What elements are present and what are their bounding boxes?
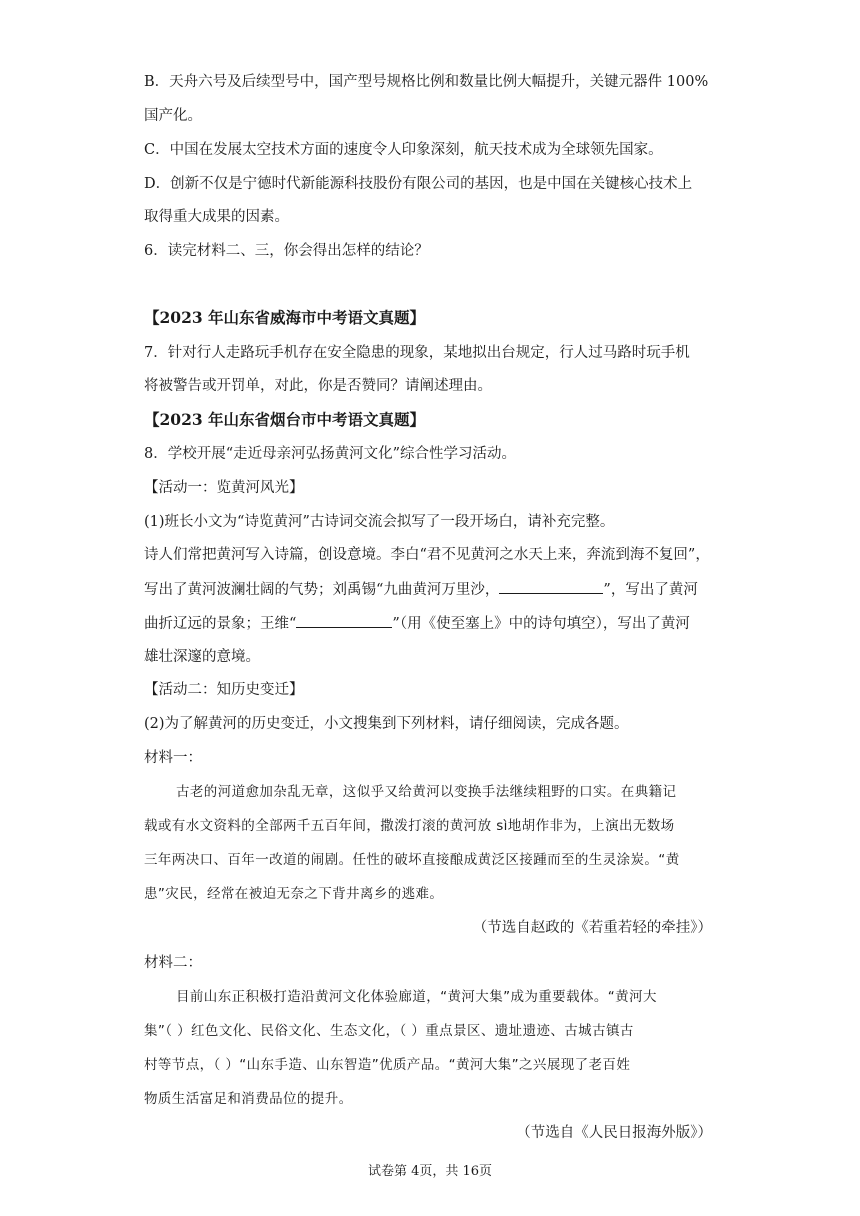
material-2-line: 物质生活富足和消费品位的提升。	[144, 1091, 353, 1107]
question-8: 8．学校开展“走近母亲河弘扬黄河文化”综合性学习活动。	[144, 446, 517, 462]
question-6: 6．读完材料二、三，你会得出怎样的结论？	[144, 243, 429, 259]
material-1-line: 古老的河道愈加杂乱无章，这似乎又给黄河以变换手法继续粗野的口实。在典籍记	[176, 784, 677, 800]
question-7-line1: 7．针对行人走路玩手机存在安全隐患的现象，某地拟出台规定，行人过马路时玩手机	[144, 345, 690, 361]
option-d-line1: D．创新不仅是宁德时代新能源科技股份有限公司的基因，也是中国在关键核心技术上	[144, 176, 693, 192]
material-1-line: 三年两决口、百年一改道的闹剧。任性的破坏直接酿成黄泛区接踵而至的生灵涂炭。“黄	[144, 852, 680, 868]
opening-line2: 写出了黄河波澜壮阔的气势；刘禹锡“九曲黄河万里沙， ”，写出了黄河	[144, 579, 698, 600]
material-1-line: 患”灾民，经常在被迫无奈之下背井离乡的逃难。	[144, 886, 444, 902]
material-2-source: （节选自《人民日报海外版》）	[516, 1125, 712, 1141]
material-2-line: 村等节点，（ ）“山东手造、山东智造”优质产品。“黄河大集”之兴展现了老百姓	[144, 1057, 631, 1073]
option-b-line1: B．天舟六号及后续型号中，国产型号规格比例和数量比例大幅提升，关键元器件 100%	[144, 74, 709, 90]
material-2-label: 材料二：	[144, 955, 202, 971]
opening-line3: 曲折辽远的景象；王维“ ”（用《使至塞上》中的诗句填空），写出了黄河	[144, 613, 690, 634]
material-2-line: 集”（ ）红色文化、民俗文化、生态文化，（ ）重点景区、遗址遗迹、古城古镇古	[144, 1023, 634, 1039]
material-2-line: 目前山东正积极打造沿黄河文化体验廊道，“黄河大集”成为重要载体。“黄河大	[176, 989, 657, 1005]
material-1-label: 材料一：	[144, 750, 202, 766]
sub-question-1: (1)班长小文为“诗览黄河”古诗词交流会拟写了一段开场白，请补充完整。	[144, 514, 615, 530]
opening-line1: 诗人们常把黄河写入诗篇，创设意境。李白“君不见黄河之水天上来，奔流到海不复回”，	[144, 547, 710, 563]
page-footer: 试卷第 4页，共 16页	[367, 1164, 493, 1179]
answer-blank-1[interactable]	[499, 579, 603, 594]
answer-blank-2[interactable]	[296, 613, 392, 628]
option-d-line2: 取得重大成果的因素。	[144, 209, 289, 225]
sub-question-2: (2)为了解黄河的历史变迁，小文搜集到下列材料，请仔细阅读，完成各题。	[144, 716, 629, 732]
activity-1-title: 【活动一：览黄河风光】	[144, 480, 304, 496]
option-c: C．中国在发展太空技术方面的速度令人印象深刻，航天技术成为全球领先国家。	[144, 142, 663, 158]
material-1-source: （节选自赵政的《若重若轻的牵挂》）	[472, 920, 712, 936]
question-7-line2: 将被警告或开罚单，对此，你是否赞同？请阐述理由。	[144, 378, 492, 394]
yantai-heading: 【2023 年山东省烟台市中考语文真题】	[144, 410, 426, 429]
activity-2-title: 【活动二：知历史变迁】	[144, 682, 304, 698]
weihai-heading: 【2023 年山东省威海市中考语文真题】	[144, 308, 426, 327]
material-1-line: 载或有水文资料的全部两千五百年间，撒泼打滚的黄河放 sì地胡作非为，上演出无数场	[144, 818, 675, 834]
opening-line4: 雄壮深邃的意境。	[144, 649, 260, 665]
option-b-line2: 国产化。	[144, 108, 202, 124]
